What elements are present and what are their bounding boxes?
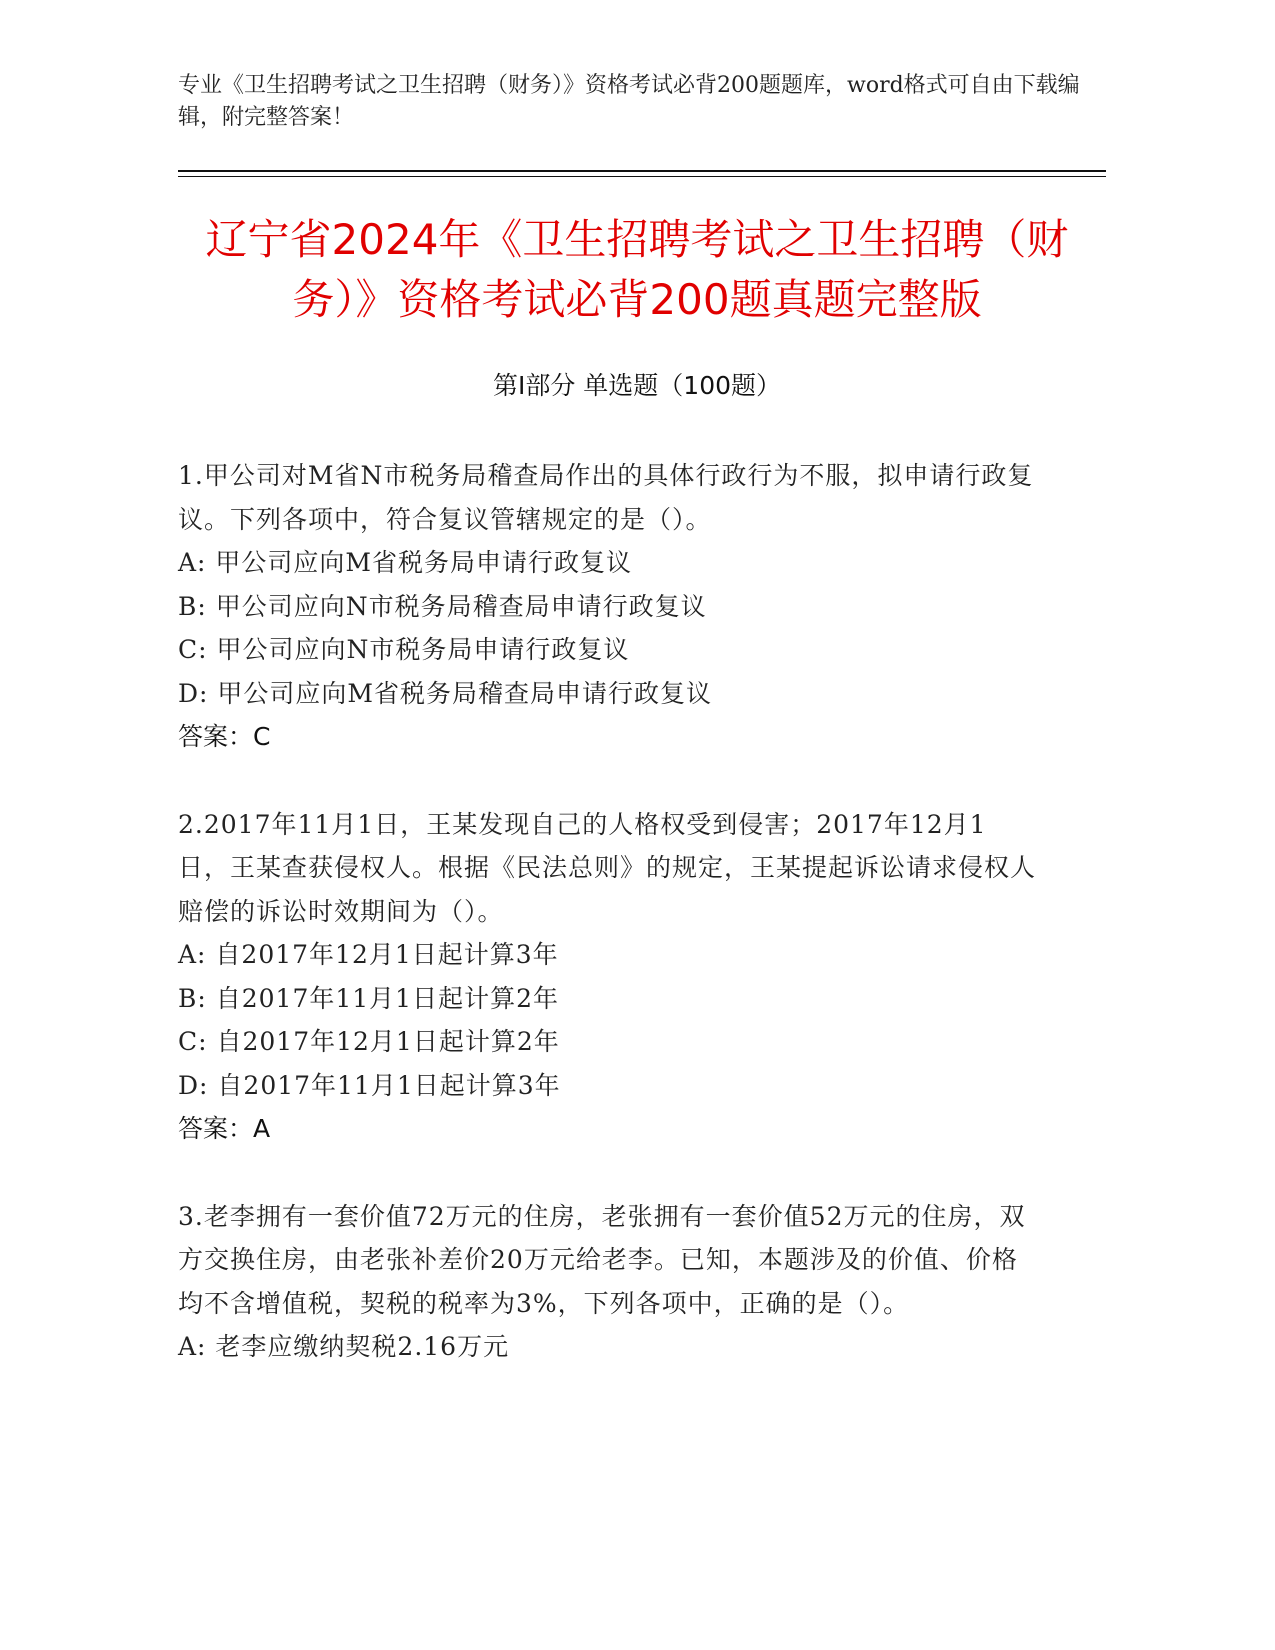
question-2 (178, 803, 1038, 1151)
option-d: D: 甲公司应向M省税务局稽查局申请行政复议 (178, 678, 713, 708)
header-note: 专业《卫生招聘考试之卫生招聘（财务）》资格考试必背200题题库，word格式可自由下载编辑，附完整答案！ (178, 73, 1080, 130)
option-b: B: 自2017年11月1日起计算2年 (178, 983, 559, 1013)
answer: 答案：A (178, 1114, 271, 1143)
question-3 (178, 1195, 1038, 1369)
section-title: 第Ⅰ部分 单选题（100题） (492, 371, 782, 400)
question-stem: 1.甲公司对M省N市税务局稽查局作出的具体行政行为不服，拟申请行政复议。下列各项中，符合复议管辖规定的是（）。 (178, 461, 1034, 534)
option-d: D: 自2017年11月1日起计算3年 (178, 1070, 561, 1100)
option-c: C: 甲公司应向N市税务局申请行政复议 (178, 635, 630, 664)
question-list (178, 454, 1038, 1413)
option-c: C: 自2017年12月1日起计算2年 (178, 1027, 560, 1056)
question-stem: 3.老李拥有一套价值72万元的住房，老张拥有一套价值52万元的住房，双方交换住房，由老张补差价20万元给老李。已知，本题涉及的价值、价格均不含增值税，契税的税率为3%，下列各项中，正确的是（）。 (178, 1201, 1026, 1318)
header-rule-thin (178, 176, 1106, 177)
option-b: B: 甲公司应向N市税务局稽查局申请行政复议 (178, 591, 707, 621)
answer: 答案：C (178, 722, 271, 751)
question-stem: 2.2017年11月1日，王某发现自己的人格权受到侵害；2017年12月1日，王某查获侵权人。根据《民法总则》的规定，王某提起诉讼请求侵权人赔偿的诉讼时效期间为（）。 (178, 809, 1037, 926)
option-a: A: 甲公司应向M省税务局申请行政复议 (178, 548, 633, 577)
option-a: A: 老李应缴纳契税2.16万元 (178, 1332, 510, 1361)
option-a: A: 自2017年12月1日起计算3年 (178, 940, 559, 969)
header-rule-thick (178, 170, 1106, 172)
document-title: 辽宁省2024年《卫生招聘考试之卫生招聘（财务）》资格考试必背200题真题完整版 (205, 215, 1069, 324)
question-1 (178, 454, 1038, 759)
